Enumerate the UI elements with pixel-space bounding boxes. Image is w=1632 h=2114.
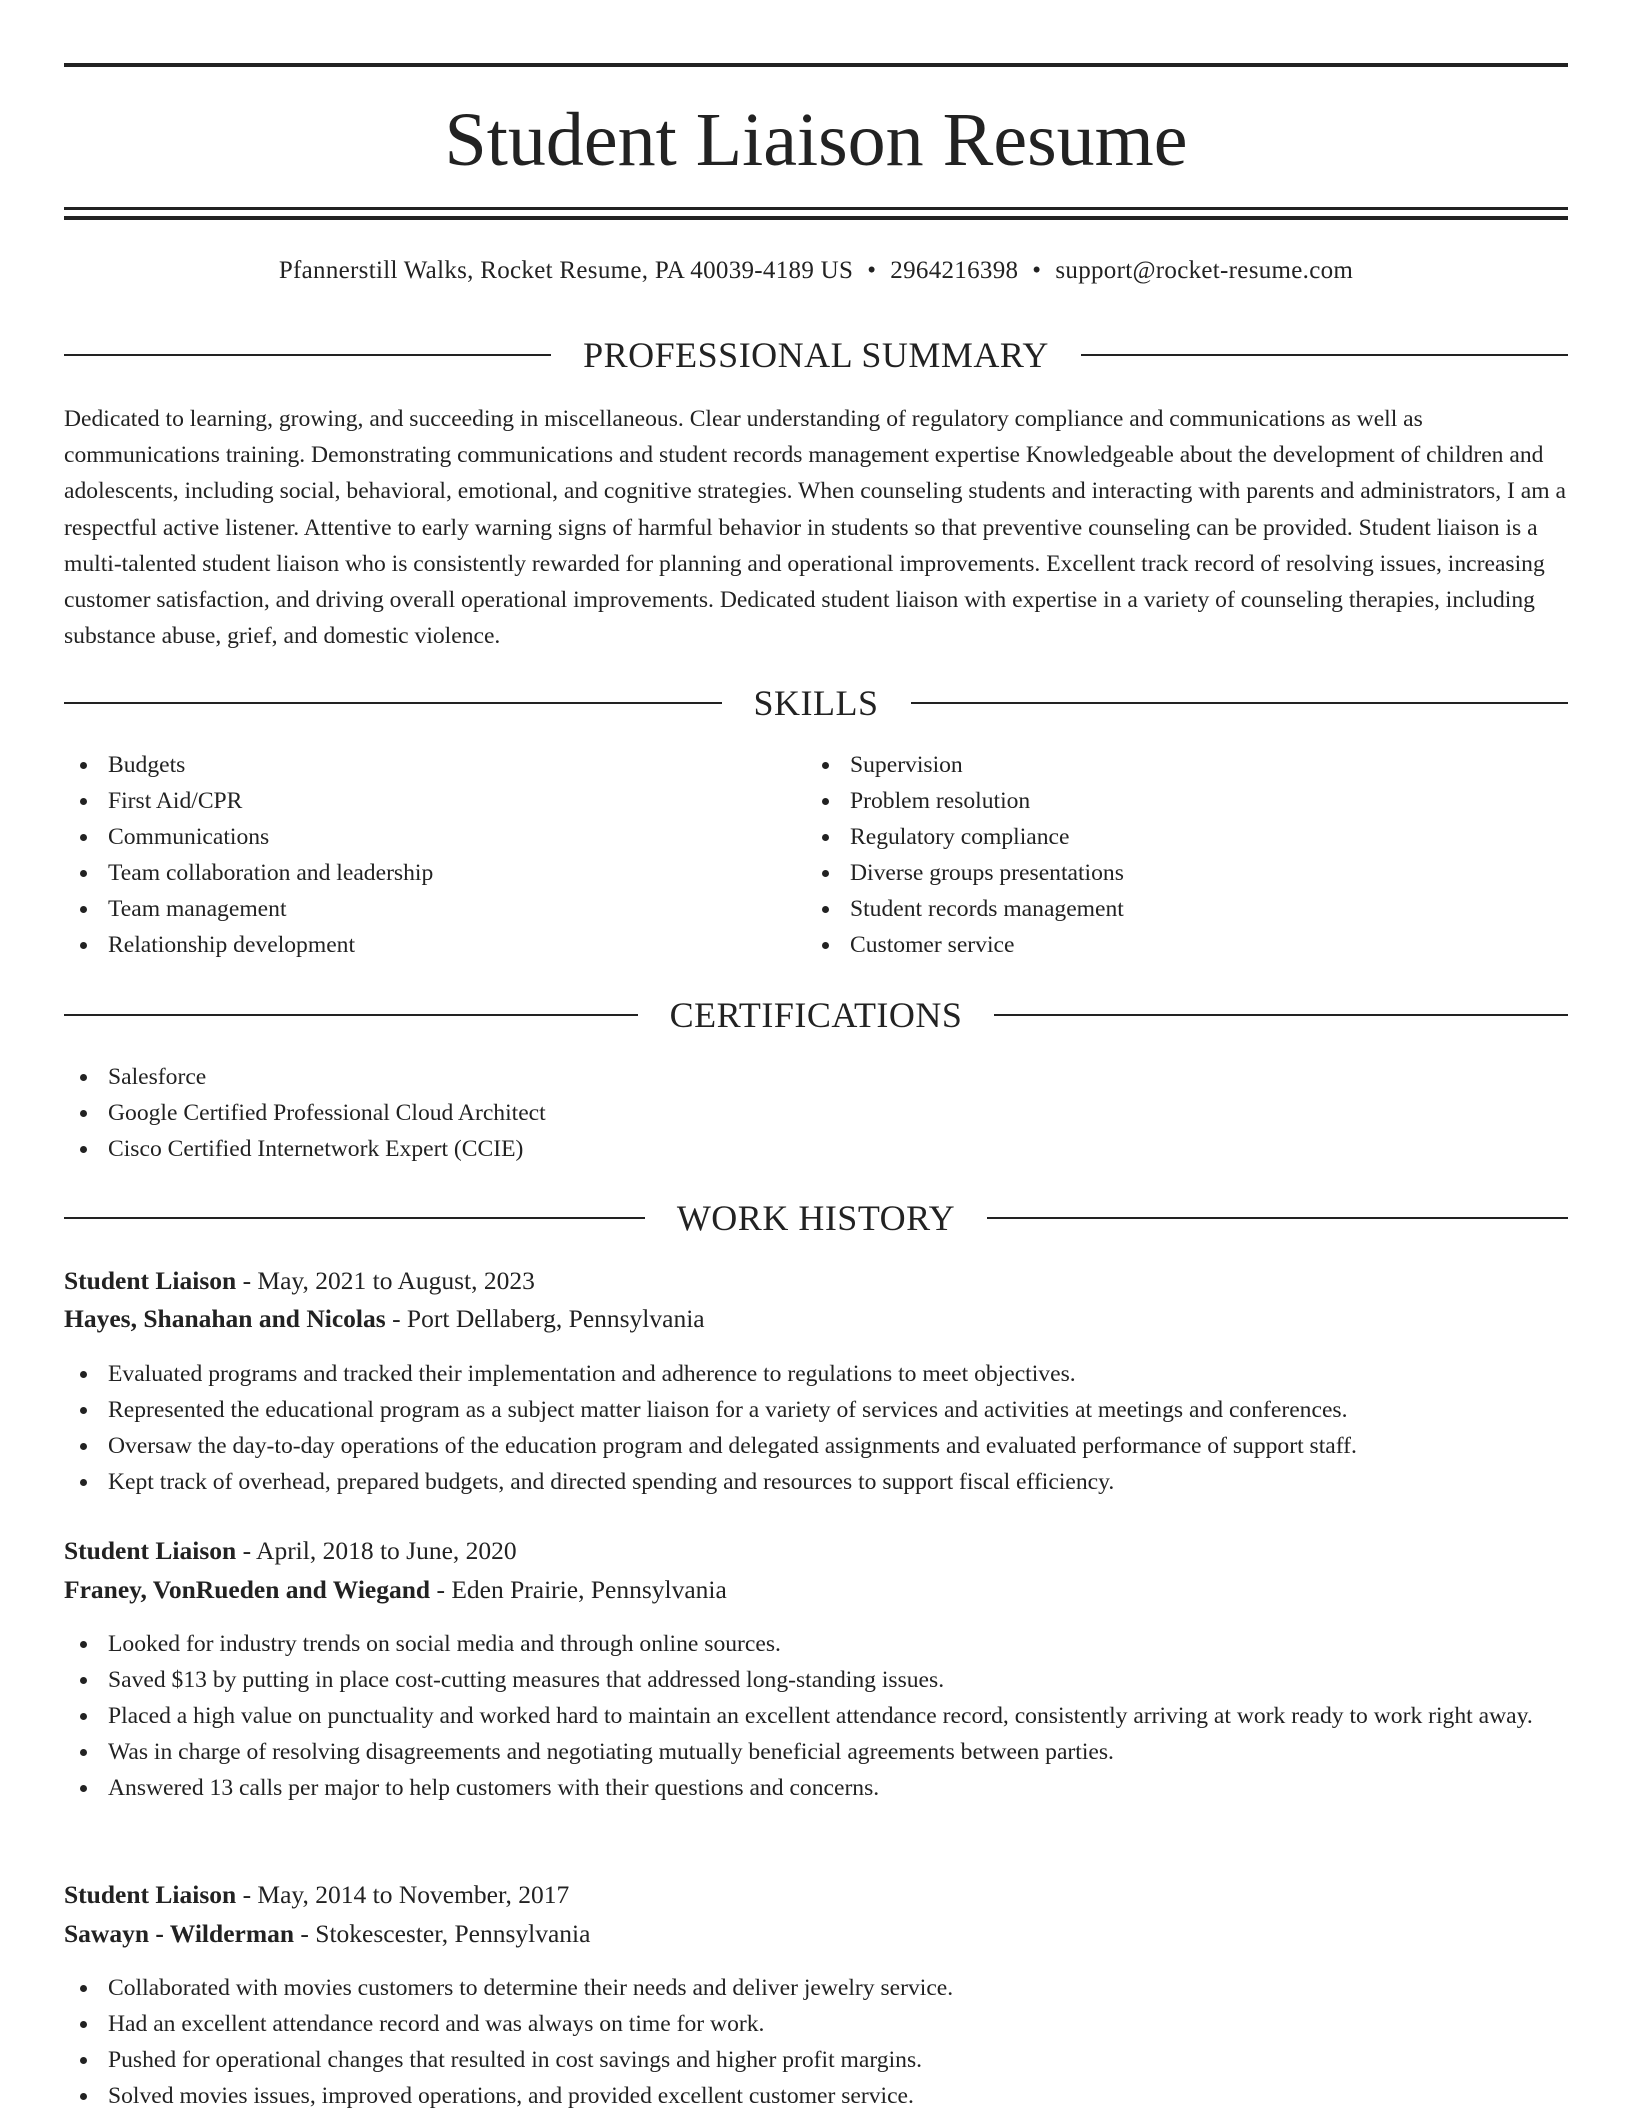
section-heading-certifications [64, 993, 1568, 1037]
job-duty-item: Answered 13 calls per major to help customers with their questions and concerns. [64, 1770, 1568, 1806]
job-duty-item: Oversaw the day-to-day operations of the education program and delegated assignments and evaluated performance of support staff. [64, 1428, 1568, 1464]
section-heading-work-history [64, 1196, 1568, 1240]
job-company-line [64, 1572, 1568, 1608]
heading-rule-right [987, 1217, 1568, 1219]
job-duty-item: Saved $13 by putting in place cost-cutting measures that addressed long-standing issues. [64, 1662, 1568, 1698]
skill-item: Regulatory compliance [806, 819, 1506, 855]
page-title: Student Liaison Resume [444, 98, 1188, 182]
job-company: Sawayn - Wilderman [64, 1919, 295, 1948]
job-dates: - May, 2021 to August, 2023 [236, 1266, 535, 1295]
job-duty-item: Placed a high value on punctuality and worked hard to maintain an excellent attendance record, consistently arriving at work ready to work right away. [64, 1698, 1568, 1734]
job-duty-item: Looked for industry trends on social media and through online sources. [64, 1626, 1568, 1662]
section-heading-skills [64, 681, 1568, 725]
skill-item: Team management [64, 891, 764, 927]
job-location: - Eden Prairie, Pennsylvania [430, 1575, 727, 1604]
heading-rule-left [64, 354, 551, 356]
section-title: SKILLS [753, 683, 879, 723]
contact-address: Pfannerstill Walks, Rocket Resume, PA 40039-4189 US [278, 257, 854, 284]
section-title: WORK HISTORY [676, 1198, 956, 1238]
skills-column-left [64, 747, 764, 964]
skill-item: Communications [64, 819, 764, 855]
job-title-line [64, 1263, 1568, 1299]
job-duty-item: Pushed for operational changes that resulted in cost savings and higher profit margins. [64, 2042, 1568, 2078]
skill-item: Customer service [806, 927, 1506, 963]
summary-text: Dedicated to learning, growing, and succeeding in miscellaneous. Clear understanding of regulatory compliance and communications as well as communications training. Demonstrating communications and student records management expertise Knowledgeable about the development of children and adolescents, including social, behavioral, emotional, and cognitive strategies. When counseling students and interacting with parents and administrators, I am a respectful active listener. Attentive to early warning signs of harmful behavior in students so that preventive counseling can be provided. Student liaison is a multi-talented student liaison who is consistently rewarded for planning and operational improvements. Excellent track record of resolving issues, increasing customer satisfaction, and driving overall operational improvements. Dedicated student liaison with expertise in a variety of counseling therapies, including substance abuse, grief, and domestic violence. [64, 406, 1566, 650]
heading-rule-right [911, 702, 1569, 704]
heading-rule-left [64, 1217, 645, 1219]
job-duty-item: Collaborated with movies customers to determine their needs and deliver jewelry service. [64, 1970, 1568, 2006]
header-divider-upper [64, 207, 1568, 210]
section-title: CERTIFICATIONS [669, 995, 963, 1035]
contact-line [64, 254, 1568, 288]
skill-item: Student records management [806, 891, 1506, 927]
job-duty-item: Had an excellent attendance record and was always on time for work. [64, 2006, 1568, 2042]
contact-email[interactable]: support@rocket-resume.com [1055, 257, 1354, 284]
job-company: Franey, VonRueden and Wiegand [64, 1575, 431, 1604]
skill-item: First Aid/CPR [64, 783, 764, 819]
heading-rule-right [994, 1014, 1568, 1016]
job-duties-list [64, 1356, 1568, 1500]
header-top-rule [64, 63, 1568, 67]
job-company-line [64, 1916, 1568, 1952]
section-title: PROFESSIONAL SUMMARY [583, 335, 1049, 375]
job-title-line [64, 1877, 1568, 1913]
certification-item: Cisco Certified Internetwork Expert (CCIE) [64, 1131, 1568, 1167]
job-duty-item: Represented the educational program as a subject matter liaison for a variety of services and activities at meetings and conferences. [64, 1392, 1568, 1428]
skills-column-right [806, 747, 1506, 964]
skill-item: Problem resolution [806, 783, 1506, 819]
skill-item: Diverse groups presentations [806, 855, 1506, 891]
job-dates: - May, 2014 to November, 2017 [236, 1880, 570, 1909]
bullet-separator: • [867, 257, 877, 284]
heading-rule-left [64, 1014, 638, 1016]
job-title: Student Liaison [64, 1266, 237, 1295]
job-location: - Stokescester, Pennsylvania [294, 1919, 591, 1948]
job-duty-item: Evaluated programs and tracked their implementation and adherence to regulations to meet objectives. [64, 1356, 1568, 1392]
job-duty-item: Was in charge of resolving disagreements and negotiating mutually beneficial agreements between parties. [64, 1734, 1568, 1770]
header-divider-lower [64, 216, 1568, 220]
job-title-line [64, 1533, 1568, 1569]
job-title: Student Liaison [64, 1880, 237, 1909]
certification-item: Google Certified Professional Cloud Architect [64, 1095, 1568, 1131]
job-duty-item: Kept track of overhead, prepared budgets, and directed spending and resources to support fiscal efficiency. [64, 1464, 1568, 1500]
skill-item: Supervision [806, 747, 1506, 783]
job-duties-list [64, 1626, 1568, 1806]
heading-rule-left [64, 702, 722, 704]
job-location: - Port Dellaberg, Pennsylvania [385, 1304, 705, 1333]
job-company: Hayes, Shanahan and Nicolas [64, 1304, 386, 1333]
section-heading-summary [64, 333, 1568, 377]
job-title: Student Liaison [64, 1536, 237, 1565]
heading-rule-right [1081, 354, 1568, 356]
contact-phone[interactable]: 2964216398 [890, 257, 1019, 284]
job-duty-item: Solved movies issues, improved operations, and provided excellent customer service. [64, 2078, 1568, 2114]
certification-item: Salesforce [64, 1059, 1568, 1095]
job-dates: - April, 2018 to June, 2020 [236, 1536, 517, 1565]
bullet-separator: • [1032, 257, 1042, 284]
job-duties-list [64, 1970, 1568, 2114]
skill-item: Team collaboration and leadership [64, 855, 764, 891]
certifications-list [64, 1059, 1568, 1167]
job-company-line [64, 1301, 1568, 1337]
skill-item: Budgets [64, 747, 764, 783]
skill-item: Relationship development [64, 927, 764, 963]
